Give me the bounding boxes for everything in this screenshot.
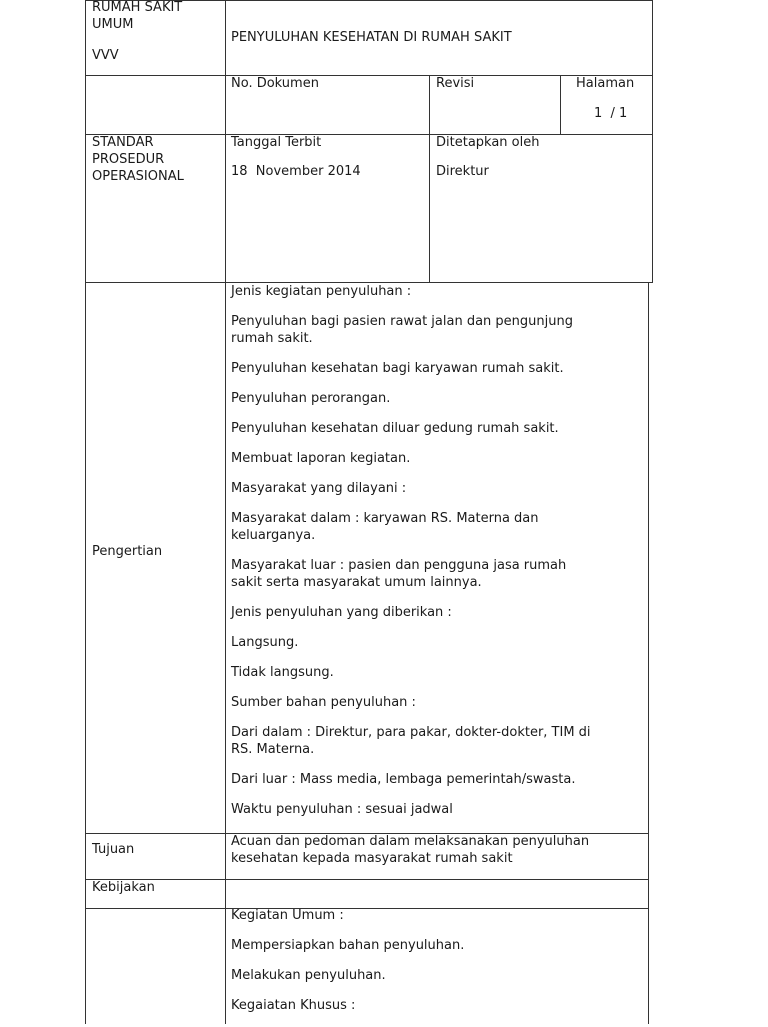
sop-line: PROSEDUR (92, 152, 165, 167)
paragraph-line: RS. Materna. (231, 742, 315, 757)
paragraph-line: Waktu penyuluhan : sesuai jadwal (231, 802, 453, 817)
border (225, 0, 226, 1024)
paragraph-line: Sumber bahan penyuluhan : (231, 695, 416, 710)
sop-line: OPERASIONAL (92, 169, 184, 184)
hospital-name (92, 0, 182, 33)
tujuan-label: Tujuan (92, 842, 135, 857)
paragraph (231, 510, 591, 544)
paragraph-line: Penyuluhan kesehatan bagi karyawan rumah sakit. (231, 361, 564, 376)
paragraph-line: Melakukan penyuluhan. (231, 968, 386, 983)
paragraph (231, 694, 591, 711)
border (85, 75, 653, 76)
tujuan-line: Acuan dan pedoman dalam melaksanakan penyuluhan (231, 834, 590, 849)
border (652, 0, 653, 283)
paragraph (231, 634, 591, 651)
paragraph (231, 664, 591, 681)
sop-label (92, 134, 184, 185)
paragraph (231, 420, 591, 437)
border (429, 75, 430, 282)
paragraph-line: Masyarakat dalam : karyawan RS. Materna dan (231, 511, 539, 526)
document-title: PENYULUHAN KESEHATAN DI RUMAH SAKIT (231, 30, 512, 45)
paragraph-line: Tidak langsung. (231, 665, 334, 680)
revision-label: Revisi (436, 76, 475, 91)
prosedur-content (231, 907, 464, 1027)
paragraph-line: Jenis penyuluhan yang diberikan : (231, 605, 452, 620)
sop-line: STANDAR (92, 135, 154, 150)
approved-by: Direktur (436, 164, 489, 179)
paragraph (231, 724, 591, 758)
paragraph-line: Kegaiatan Khusus : (231, 998, 356, 1013)
paragraph-line: sakit serta masyarakat umum lainnya. (231, 575, 482, 590)
approved-by-label: Ditetapkan oleh (436, 135, 540, 150)
paragraph (231, 967, 464, 984)
paragraph (231, 997, 464, 1014)
paragraph-line: Jenis kegiatan penyuluhan : (231, 284, 412, 299)
hospital-code: VVV (92, 48, 119, 63)
paragraph (231, 450, 591, 467)
paragraph (231, 801, 591, 818)
paragraph-line: Penyuluhan perorangan. (231, 391, 391, 406)
paragraph (231, 313, 591, 347)
border (85, 0, 86, 1024)
paragraph-line: Kegiatan Umum : (231, 908, 344, 923)
border (560, 75, 561, 135)
paragraph (231, 907, 464, 924)
issue-date: 18 November 2014 (231, 164, 361, 179)
tujuan-content (231, 833, 589, 867)
paragraph-line: keluarganya. (231, 528, 316, 543)
page-value: 1 / 1 (594, 106, 628, 121)
paragraph (231, 937, 464, 954)
paragraph-line: Dari luar : Mass media, lembaga pemerintah/swasta. (231, 772, 576, 787)
hospital-name-line: UMUM (92, 17, 134, 32)
page-label: Halaman (576, 76, 635, 91)
paragraph (231, 557, 591, 591)
paragraph (231, 771, 591, 788)
border (85, 879, 649, 880)
paragraph (231, 360, 591, 377)
paragraph-line: Langsung. (231, 635, 299, 650)
paragraph-line: Penyuluhan kesehatan diluar gedung rumah sakit. (231, 421, 559, 436)
pengertian-label: Pengertian (92, 544, 163, 559)
paragraph-line: Mempersiapkan bahan penyuluhan. (231, 938, 465, 953)
paragraph-line: Masyarakat luar : pasien dan pengguna jasa rumah (231, 558, 567, 573)
paragraph (231, 283, 591, 300)
paragraph-line: Membuat laporan kegiatan. (231, 451, 411, 466)
paragraph (231, 390, 591, 407)
hospital-name-line: RUMAH SAKIT (92, 0, 183, 15)
kebijakan-label: Kebijakan (92, 880, 155, 895)
paragraph (231, 480, 591, 497)
paragraph-line: Masyarakat yang dilayani : (231, 481, 407, 496)
paragraph (231, 604, 591, 621)
tujuan-line: kesehatan kepada masyarakat rumah sakit (231, 851, 513, 866)
doc-no-label: No. Dokumen (231, 76, 319, 91)
paragraph-line: Penyuluhan bagi pasien rawat jalan dan pengunjung (231, 314, 573, 329)
paragraph-line: rumah sakit. (231, 331, 313, 346)
pengertian-content (231, 283, 591, 831)
issue-date-label: Tanggal Terbit (231, 135, 322, 150)
paragraph-line: Dari dalam : Direktur, para pakar, dokter-dokter, TIM di (231, 725, 591, 740)
border (648, 283, 649, 1024)
